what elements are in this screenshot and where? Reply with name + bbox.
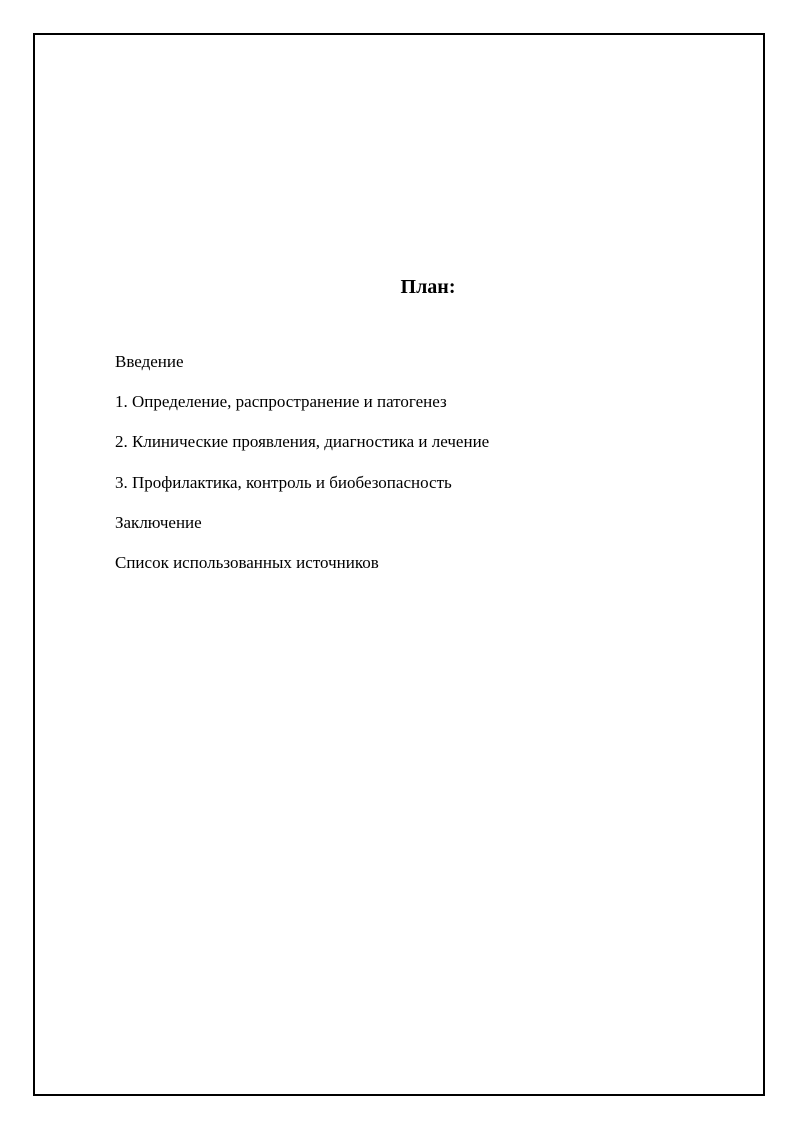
toc-item-references: Список использованных источников [115, 552, 379, 572]
toc-item-chapter-1: 1. Определение, распространение и патогенез [115, 392, 447, 412]
toc-item-conclusion: Заключение [115, 512, 202, 532]
toc-item-chapter-3: 3. Профилактика, контроль и биобезопасность [115, 472, 452, 492]
toc-item-chapter-2: 2. Клинические проявления, диагностика и лечение [115, 432, 490, 452]
page-title: План: [400, 276, 456, 298]
table-of-contents [115, 351, 489, 592]
toc-item-introduction: Введение [115, 352, 184, 371]
